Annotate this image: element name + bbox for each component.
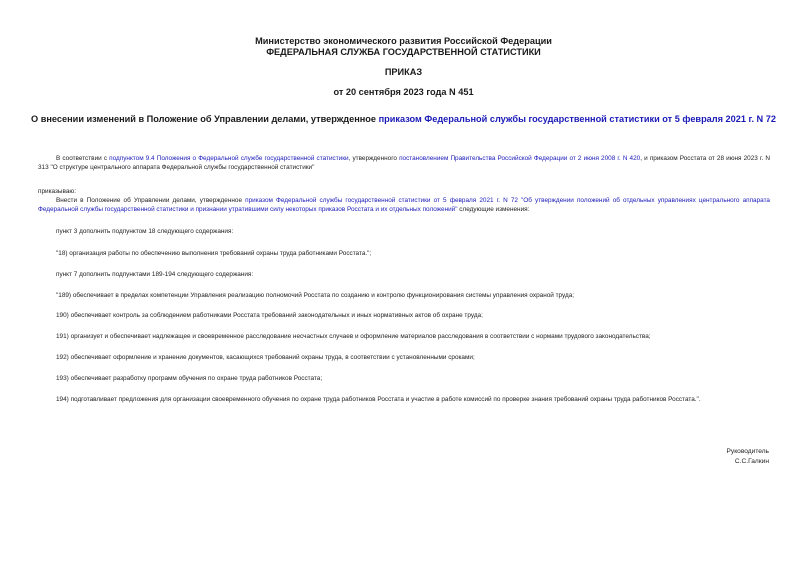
- list-item: 194) подготавливает предложения для организации своевременного обучения по охране труда работников Росстата и участие в работе комиссий по проверке знания требований охраны труда работников Росстата.".: [56, 396, 701, 403]
- order-word: приказываю:: [38, 188, 76, 195]
- list-item: "189) обеспечивает в пределах компетенции Управления реализацию полномочий Росстата по созданию и контролю функционирования системы управления охраной труда;: [56, 292, 575, 299]
- list-item: 193) обеспечивает разработку программ обучения по охране труда работников Росстата;: [56, 375, 323, 382]
- list-item: 192) обеспечивает оформление и хранение документов, касающихся требований охраны труда, в соответствии с установленными сроками;: [56, 354, 475, 361]
- preamble-text-3: , и приказом Росстата от 28 июня 2023 г. N 313 "О структуре центрального аппарата Федеральной службы государственной статистики": [38, 155, 771, 171]
- signature-name: С.С.Галкин: [734, 458, 769, 465]
- amend-text-1: Внести в Положение об Управлении делами, утвержденное: [56, 197, 246, 204]
- preamble-text-2: , утвержденного: [348, 155, 400, 162]
- list-item: 191) организует и обеспечивает надлежащее и своевременное расследование несчастных случаев и оформление материалов расследования в соответствии с нормами трудового законодательства;: [56, 333, 651, 340]
- amend-order-link[interactable]: приказом Федеральной службы государственной статистики от 5 февраля 2021 г. N 72 "Об утверждении положений об отдельных управлениях центрального аппарата Федеральной службы государственной статистики и признании утратившими силу некоторых приказов Росстата и их отдельных положений": [38, 197, 770, 213]
- document-title: [0, 114, 807, 124]
- service-heading: ФЕДЕРАЛЬНАЯ СЛУЖБА ГОСУДАРСТВЕННОЙ СТАТИСТИКИ: [266, 47, 541, 57]
- list-item: пункт 7 дополнить подпунктами 189-194 следующего содержания:: [56, 271, 254, 278]
- amend-text-2: следующие изменения:: [457, 205, 530, 213]
- title-prefix: О внесении изменений в Положение об Управлении делами, утвержденное: [31, 114, 379, 124]
- date-number-heading: от 20 сентября 2023 года N 451: [333, 87, 474, 97]
- ministry-heading: Министерство экономического развития Российской Федерации: [255, 36, 552, 46]
- preamble-text-1: В соответствии с: [56, 155, 110, 162]
- title-order-link[interactable]: приказом Федеральной службы государственной статистики от 5 февраля 2021 г. N 72: [378, 114, 776, 124]
- list-item: пункт 3 дополнить подпунктом 18 следующего содержания:: [56, 228, 234, 235]
- list-item: 190) обеспечивает контроль за соблюдением работниками Росстата требований законодательных и иных нормативных актов об охране труда;: [56, 312, 483, 319]
- preamble-paragraph: [38, 155, 770, 173]
- doc-type-heading: ПРИКАЗ: [384, 67, 423, 77]
- preamble-link-2[interactable]: постановлением Правительства Российской Федерации от 2 июня 2008 г. N 420: [399, 155, 641, 162]
- amendment-paragraph: [38, 197, 770, 215]
- preamble-link-1[interactable]: подпунктом 9.4 Положения о Федеральной службе государственной статистики: [109, 155, 349, 162]
- signature-position: Руководитель: [726, 448, 769, 455]
- list-item: "18) организация работы по обеспечению выполнения требований охраны труда работниками Росстата.";: [56, 250, 372, 257]
